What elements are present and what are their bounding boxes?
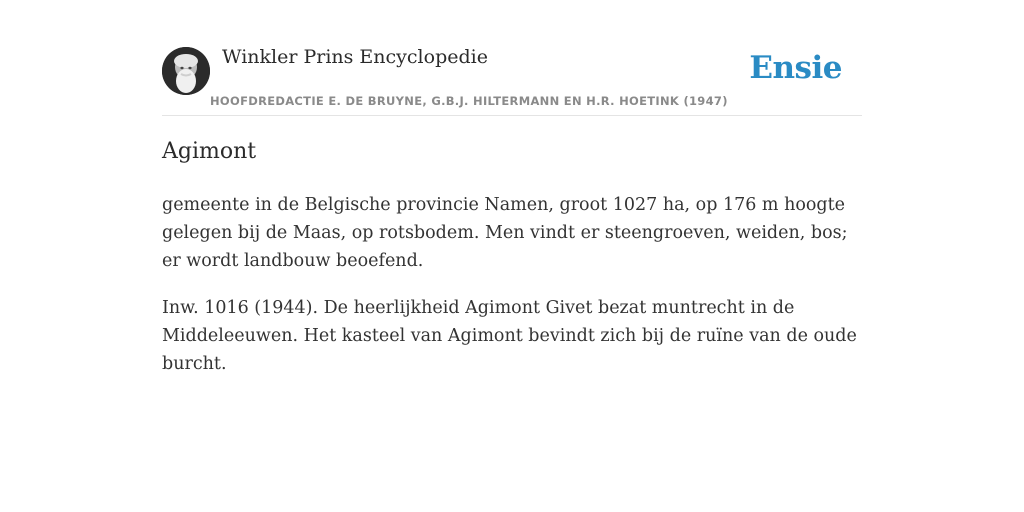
author-portrait-avatar [162,47,210,95]
portrait-photo-icon [162,47,210,95]
article-body [162,191,862,397]
ensie-logo-link[interactable]: Ensie [749,50,842,86]
editorial-credits: HOOFDREDACTIE E. DE BRUYNE, G.B.J. HILTERMANN EN H.R. HOETINK (1947) [210,94,728,108]
article-paragraph: Inw. 1016 (1944). De heerlijkheid Agimont Givet bezat muntrecht in de Middeleeuwen. Het kasteel van Agimont bevindt zich bij de ruïne van de oude burcht. [162,298,857,374]
site-header [162,0,862,116]
page [162,0,862,374]
site-title-link[interactable]: Winkler Prins Encyclopedie [222,46,488,68]
article-title: Agimont [162,139,257,164]
article-paragraph: gemeente in de Belgische provincie Namen, groot 1027 ha, op 176 m hoogte gelegen bij de Maas, op rotsbodem. Men vindt er steengroeven, weiden, bos; er wordt landbouw beoefend. [162,195,848,271]
